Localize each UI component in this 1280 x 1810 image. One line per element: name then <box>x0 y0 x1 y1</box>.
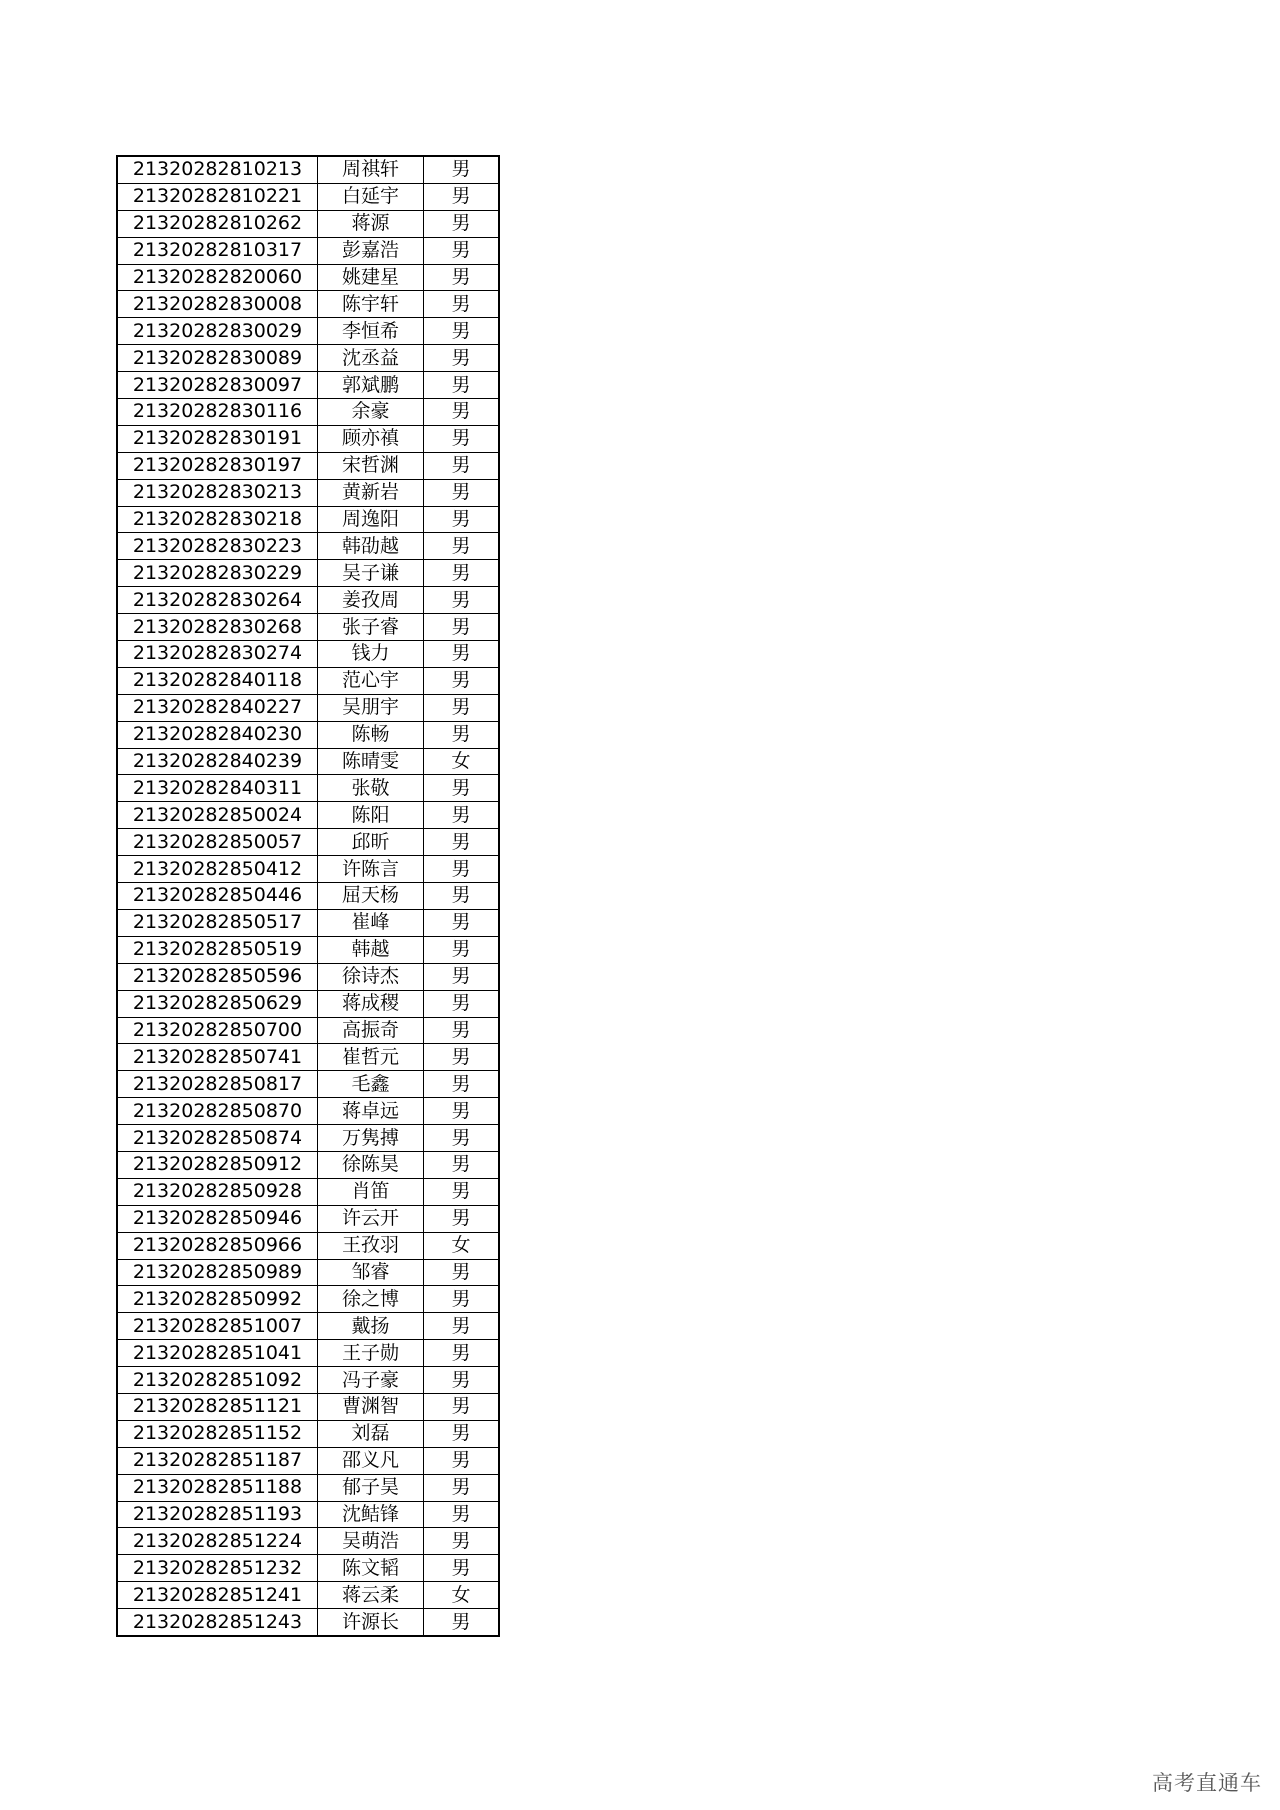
gender-cell: 女 <box>424 748 500 775</box>
exam-id-cell: 21320282850817 <box>117 1071 318 1098</box>
exam-id-cell: 21320282810262 <box>117 210 318 237</box>
name-cell: 许源长 <box>318 1609 424 1636</box>
exam-id-cell: 21320282850596 <box>117 963 318 990</box>
exam-id-cell: 21320282850928 <box>117 1178 318 1205</box>
table-row <box>117 990 499 1017</box>
table-row <box>117 1367 499 1394</box>
gender-cell: 男 <box>424 1178 500 1205</box>
name-cell: 曹渊智 <box>318 1393 424 1420</box>
name-cell: 毛鑫 <box>318 1071 424 1098</box>
name-cell: 许云开 <box>318 1205 424 1232</box>
table-row <box>117 748 499 775</box>
exam-id-cell: 21320282830197 <box>117 452 318 479</box>
table-row <box>117 183 499 210</box>
table-row <box>117 479 499 506</box>
gender-cell: 男 <box>424 1125 500 1152</box>
table-row <box>117 1098 499 1125</box>
exam-id-cell: 21320282851152 <box>117 1420 318 1447</box>
gender-cell: 男 <box>424 1367 500 1394</box>
gender-cell: 男 <box>424 452 500 479</box>
exam-id-cell: 21320282830264 <box>117 587 318 614</box>
name-cell: 沈鲒锋 <box>318 1501 424 1528</box>
exam-id-cell: 21320282830089 <box>117 345 318 372</box>
name-cell: 韩劭越 <box>318 533 424 560</box>
gender-cell: 男 <box>424 963 500 990</box>
gender-cell: 男 <box>424 775 500 802</box>
table-row <box>117 1205 499 1232</box>
exam-id-cell: 21320282830097 <box>117 372 318 399</box>
name-cell: 黄新岩 <box>318 479 424 506</box>
exam-id-cell: 21320282850874 <box>117 1125 318 1152</box>
exam-id-cell: 21320282850057 <box>117 829 318 856</box>
name-cell: 陈阳 <box>318 802 424 829</box>
table-row <box>117 775 499 802</box>
gender-cell: 男 <box>424 156 500 183</box>
table-row <box>117 909 499 936</box>
table-row <box>117 829 499 856</box>
table-row <box>117 883 499 910</box>
exam-id-cell: 21320282850912 <box>117 1151 318 1178</box>
name-cell: 陈畅 <box>318 721 424 748</box>
gender-cell: 男 <box>424 183 500 210</box>
table-row <box>117 587 499 614</box>
name-cell: 高振奇 <box>318 1017 424 1044</box>
exam-id-cell: 21320282830268 <box>117 614 318 641</box>
gender-cell: 男 <box>424 291 500 318</box>
gender-cell: 男 <box>424 667 500 694</box>
table-row <box>117 237 499 264</box>
name-cell: 崔峰 <box>318 909 424 936</box>
table-row <box>117 210 499 237</box>
name-cell: 李恒希 <box>318 318 424 345</box>
name-cell: 顾亦禛 <box>318 425 424 452</box>
gender-cell: 男 <box>424 856 500 883</box>
name-cell: 范心宇 <box>318 667 424 694</box>
gender-cell: 男 <box>424 1098 500 1125</box>
table-row <box>117 1582 499 1609</box>
name-cell: 宋哲渊 <box>318 452 424 479</box>
table-row <box>117 1393 499 1420</box>
name-cell: 徐陈昊 <box>318 1151 424 1178</box>
name-cell: 姚建星 <box>318 264 424 291</box>
roster-body <box>117 156 499 1636</box>
gender-cell: 男 <box>424 237 500 264</box>
watermark-text: 高考直通车 <box>1152 1771 1262 1795</box>
gender-cell: 男 <box>424 614 500 641</box>
exam-id-cell: 21320282851193 <box>117 1501 318 1528</box>
gender-cell: 男 <box>424 1071 500 1098</box>
table-row <box>117 694 499 721</box>
table-row <box>117 1071 499 1098</box>
gender-cell: 男 <box>424 1555 500 1582</box>
table-row <box>117 1528 499 1555</box>
name-cell: 吴萌浩 <box>318 1528 424 1555</box>
table-row <box>117 856 499 883</box>
table-row <box>117 1151 499 1178</box>
name-cell: 蒋卓远 <box>318 1098 424 1125</box>
gender-cell: 男 <box>424 721 500 748</box>
exam-id-cell: 21320282850700 <box>117 1017 318 1044</box>
gender-cell: 男 <box>424 210 500 237</box>
gender-cell: 男 <box>424 829 500 856</box>
name-cell: 吴朋宇 <box>318 694 424 721</box>
gender-cell: 男 <box>424 802 500 829</box>
gender-cell: 男 <box>424 318 500 345</box>
gender-cell: 男 <box>424 936 500 963</box>
name-cell: 蒋源 <box>318 210 424 237</box>
table-row <box>117 936 499 963</box>
table-row <box>117 345 499 372</box>
name-cell: 蒋云柔 <box>318 1582 424 1609</box>
exam-id-cell: 21320282850989 <box>117 1259 318 1286</box>
table-row <box>117 1044 499 1071</box>
name-cell: 余豪 <box>318 399 424 426</box>
name-cell: 戴扬 <box>318 1313 424 1340</box>
table-row <box>117 1313 499 1340</box>
table-row <box>117 667 499 694</box>
gender-cell: 男 <box>424 399 500 426</box>
exam-id-cell: 21320282851121 <box>117 1393 318 1420</box>
name-cell: 张敬 <box>318 775 424 802</box>
table-row <box>117 372 499 399</box>
gender-cell: 男 <box>424 1313 500 1340</box>
table-row <box>117 963 499 990</box>
exam-id-cell: 21320282850966 <box>117 1232 318 1259</box>
gender-cell: 男 <box>424 641 500 668</box>
table-row <box>117 1178 499 1205</box>
name-cell: 张子睿 <box>318 614 424 641</box>
name-cell: 周逸阳 <box>318 506 424 533</box>
name-cell: 邵义凡 <box>318 1447 424 1474</box>
gender-cell: 男 <box>424 264 500 291</box>
exam-id-cell: 21320282840311 <box>117 775 318 802</box>
table-row <box>117 1125 499 1152</box>
exam-id-cell: 21320282850024 <box>117 802 318 829</box>
exam-id-cell: 21320282850946 <box>117 1205 318 1232</box>
exam-id-cell: 21320282840227 <box>117 694 318 721</box>
gender-cell: 男 <box>424 1151 500 1178</box>
gender-cell: 男 <box>424 1501 500 1528</box>
gender-cell: 男 <box>424 1340 500 1367</box>
exam-id-cell: 21320282850741 <box>117 1044 318 1071</box>
exam-id-cell: 21320282830116 <box>117 399 318 426</box>
gender-cell: 男 <box>424 1420 500 1447</box>
exam-id-cell: 21320282830213 <box>117 479 318 506</box>
gender-cell: 男 <box>424 1017 500 1044</box>
name-cell: 陈文韬 <box>318 1555 424 1582</box>
exam-id-cell: 21320282851041 <box>117 1340 318 1367</box>
gender-cell: 男 <box>424 694 500 721</box>
exam-id-cell: 21320282851232 <box>117 1555 318 1582</box>
exam-id-cell: 21320282810317 <box>117 237 318 264</box>
exam-id-cell: 21320282850519 <box>117 936 318 963</box>
name-cell: 沈丞益 <box>318 345 424 372</box>
exam-id-cell: 21320282830223 <box>117 533 318 560</box>
gender-cell: 男 <box>424 883 500 910</box>
exam-id-cell: 21320282850629 <box>117 990 318 1017</box>
exam-id-cell: 21320282840118 <box>117 667 318 694</box>
table-row <box>117 399 499 426</box>
exam-id-cell: 21320282851187 <box>117 1447 318 1474</box>
table-row <box>117 156 499 183</box>
gender-cell: 男 <box>424 425 500 452</box>
exam-id-cell: 21320282851224 <box>117 1528 318 1555</box>
table-row <box>117 452 499 479</box>
exam-id-cell: 21320282830218 <box>117 506 318 533</box>
table-row <box>117 1555 499 1582</box>
gender-cell: 男 <box>424 990 500 1017</box>
table-row <box>117 1474 499 1501</box>
gender-cell: 男 <box>424 506 500 533</box>
name-cell: 郁子昊 <box>318 1474 424 1501</box>
gender-cell: 男 <box>424 560 500 587</box>
name-cell: 王孜羽 <box>318 1232 424 1259</box>
table-row <box>117 1259 499 1286</box>
name-cell: 邱昕 <box>318 829 424 856</box>
name-cell: 蒋成稷 <box>318 990 424 1017</box>
name-cell: 钱力 <box>318 641 424 668</box>
table-row <box>117 1609 499 1636</box>
gender-cell: 男 <box>424 479 500 506</box>
gender-cell: 男 <box>424 372 500 399</box>
table-row <box>117 318 499 345</box>
name-cell: 肖笛 <box>318 1178 424 1205</box>
name-cell: 刘磊 <box>318 1420 424 1447</box>
gender-cell: 男 <box>424 1044 500 1071</box>
table-row <box>117 425 499 452</box>
table-row <box>117 614 499 641</box>
name-cell: 周祺轩 <box>318 156 424 183</box>
gender-cell: 男 <box>424 345 500 372</box>
table-row <box>117 1286 499 1313</box>
table-row <box>117 291 499 318</box>
table-row <box>117 641 499 668</box>
gender-cell: 男 <box>424 1205 500 1232</box>
table-row <box>117 560 499 587</box>
exam-id-cell: 21320282851243 <box>117 1609 318 1636</box>
exam-id-cell: 21320282851188 <box>117 1474 318 1501</box>
gender-cell: 男 <box>424 587 500 614</box>
exam-id-cell: 21320282830029 <box>117 318 318 345</box>
name-cell: 韩越 <box>318 936 424 963</box>
name-cell: 许陈言 <box>318 856 424 883</box>
table-row <box>117 1501 499 1528</box>
exam-id-cell: 21320282830274 <box>117 641 318 668</box>
name-cell: 崔哲元 <box>318 1044 424 1071</box>
name-cell: 冯子豪 <box>318 1367 424 1394</box>
name-cell: 陈宇轩 <box>318 291 424 318</box>
name-cell: 徐之博 <box>318 1286 424 1313</box>
table-row <box>117 802 499 829</box>
exam-id-cell: 21320282830008 <box>117 291 318 318</box>
exam-id-cell: 21320282850412 <box>117 856 318 883</box>
table-row <box>117 1340 499 1367</box>
name-cell: 王子勋 <box>318 1340 424 1367</box>
name-cell: 姜孜周 <box>318 587 424 614</box>
name-cell: 吴子谦 <box>318 560 424 587</box>
gender-cell: 男 <box>424 1528 500 1555</box>
gender-cell: 男 <box>424 1286 500 1313</box>
gender-cell: 男 <box>424 1474 500 1501</box>
exam-id-cell: 21320282850517 <box>117 909 318 936</box>
exam-id-cell: 21320282820060 <box>117 264 318 291</box>
name-cell: 陈晴雯 <box>318 748 424 775</box>
name-cell: 万隽搏 <box>318 1125 424 1152</box>
exam-id-cell: 21320282830229 <box>117 560 318 587</box>
name-cell: 白延宇 <box>318 183 424 210</box>
exam-id-cell: 21320282840230 <box>117 721 318 748</box>
gender-cell: 女 <box>424 1582 500 1609</box>
exam-id-cell: 21320282810213 <box>117 156 318 183</box>
name-cell: 屈天杨 <box>318 883 424 910</box>
table-row <box>117 1447 499 1474</box>
gender-cell: 男 <box>424 1447 500 1474</box>
exam-id-cell: 21320282850992 <box>117 1286 318 1313</box>
exam-id-cell: 21320282830191 <box>117 425 318 452</box>
gender-cell: 女 <box>424 1232 500 1259</box>
gender-cell: 男 <box>424 533 500 560</box>
exam-id-cell: 21320282851007 <box>117 1313 318 1340</box>
table-row <box>117 1232 499 1259</box>
gender-cell: 男 <box>424 1393 500 1420</box>
table-row <box>117 721 499 748</box>
gender-cell: 男 <box>424 909 500 936</box>
exam-id-cell: 21320282850870 <box>117 1098 318 1125</box>
table-row <box>117 506 499 533</box>
table-row <box>117 264 499 291</box>
table-row <box>117 1420 499 1447</box>
name-cell: 郭斌鹏 <box>318 372 424 399</box>
gender-cell: 男 <box>424 1259 500 1286</box>
table-row <box>117 1017 499 1044</box>
table-row <box>117 533 499 560</box>
gender-cell: 男 <box>424 1609 500 1636</box>
exam-id-cell: 21320282850446 <box>117 883 318 910</box>
exam-id-cell: 21320282851241 <box>117 1582 318 1609</box>
student-roster-table <box>116 155 500 1637</box>
exam-id-cell: 21320282851092 <box>117 1367 318 1394</box>
name-cell: 邹睿 <box>318 1259 424 1286</box>
exam-id-cell: 21320282810221 <box>117 183 318 210</box>
exam-id-cell: 21320282840239 <box>117 748 318 775</box>
name-cell: 徐诗杰 <box>318 963 424 990</box>
name-cell: 彭嘉浩 <box>318 237 424 264</box>
